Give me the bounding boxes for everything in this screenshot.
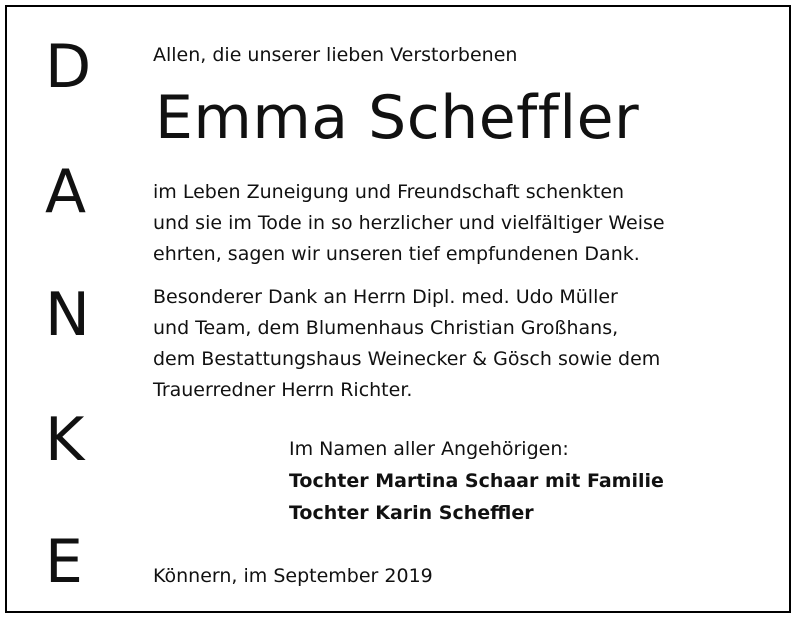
signature-preface: Im Namen aller Angehörigen: xyxy=(289,438,569,460)
place-date: Könnern, im September 2019 xyxy=(153,565,433,587)
intro-text: Allen, die unserer lieben Verstorbenen xyxy=(153,44,518,66)
thanks-line-2: und Team, dem Blumenhaus Christian Großhans, xyxy=(153,317,619,339)
danke-letter-a: A xyxy=(45,157,87,227)
danke-letter-e: E xyxy=(45,527,83,597)
body-line-2: und sie im Tode in so herzlicher und vielfältiger Weise xyxy=(153,212,665,234)
thanks-line-4: Trauerredner Herrn Richter. xyxy=(153,379,413,401)
thanks-line-1: Besonderer Dank an Herrn Dipl. med. Udo Müller xyxy=(153,286,618,308)
danke-vertical xyxy=(7,7,147,611)
danke-letter-d: D xyxy=(45,32,92,102)
body-line-3: ehrten, sagen wir unseren tief empfundenen Dank. xyxy=(153,243,640,265)
danke-letter-n: N xyxy=(45,280,90,350)
signature-line-1: Tochter Martina Schaar mit Familie xyxy=(289,470,664,492)
body-line-1: im Leben Zuneigung und Freundschaft schenkten xyxy=(153,181,625,203)
danke-letter-k: K xyxy=(45,405,85,475)
obituary-frame xyxy=(5,5,791,613)
deceased-name: Emma Scheffler xyxy=(155,83,640,153)
signature-line-2: Tochter Karin Scheffler xyxy=(289,502,534,524)
thanks-line-3: dem Bestattungshaus Weinecker & Gösch sowie dem xyxy=(153,348,661,370)
